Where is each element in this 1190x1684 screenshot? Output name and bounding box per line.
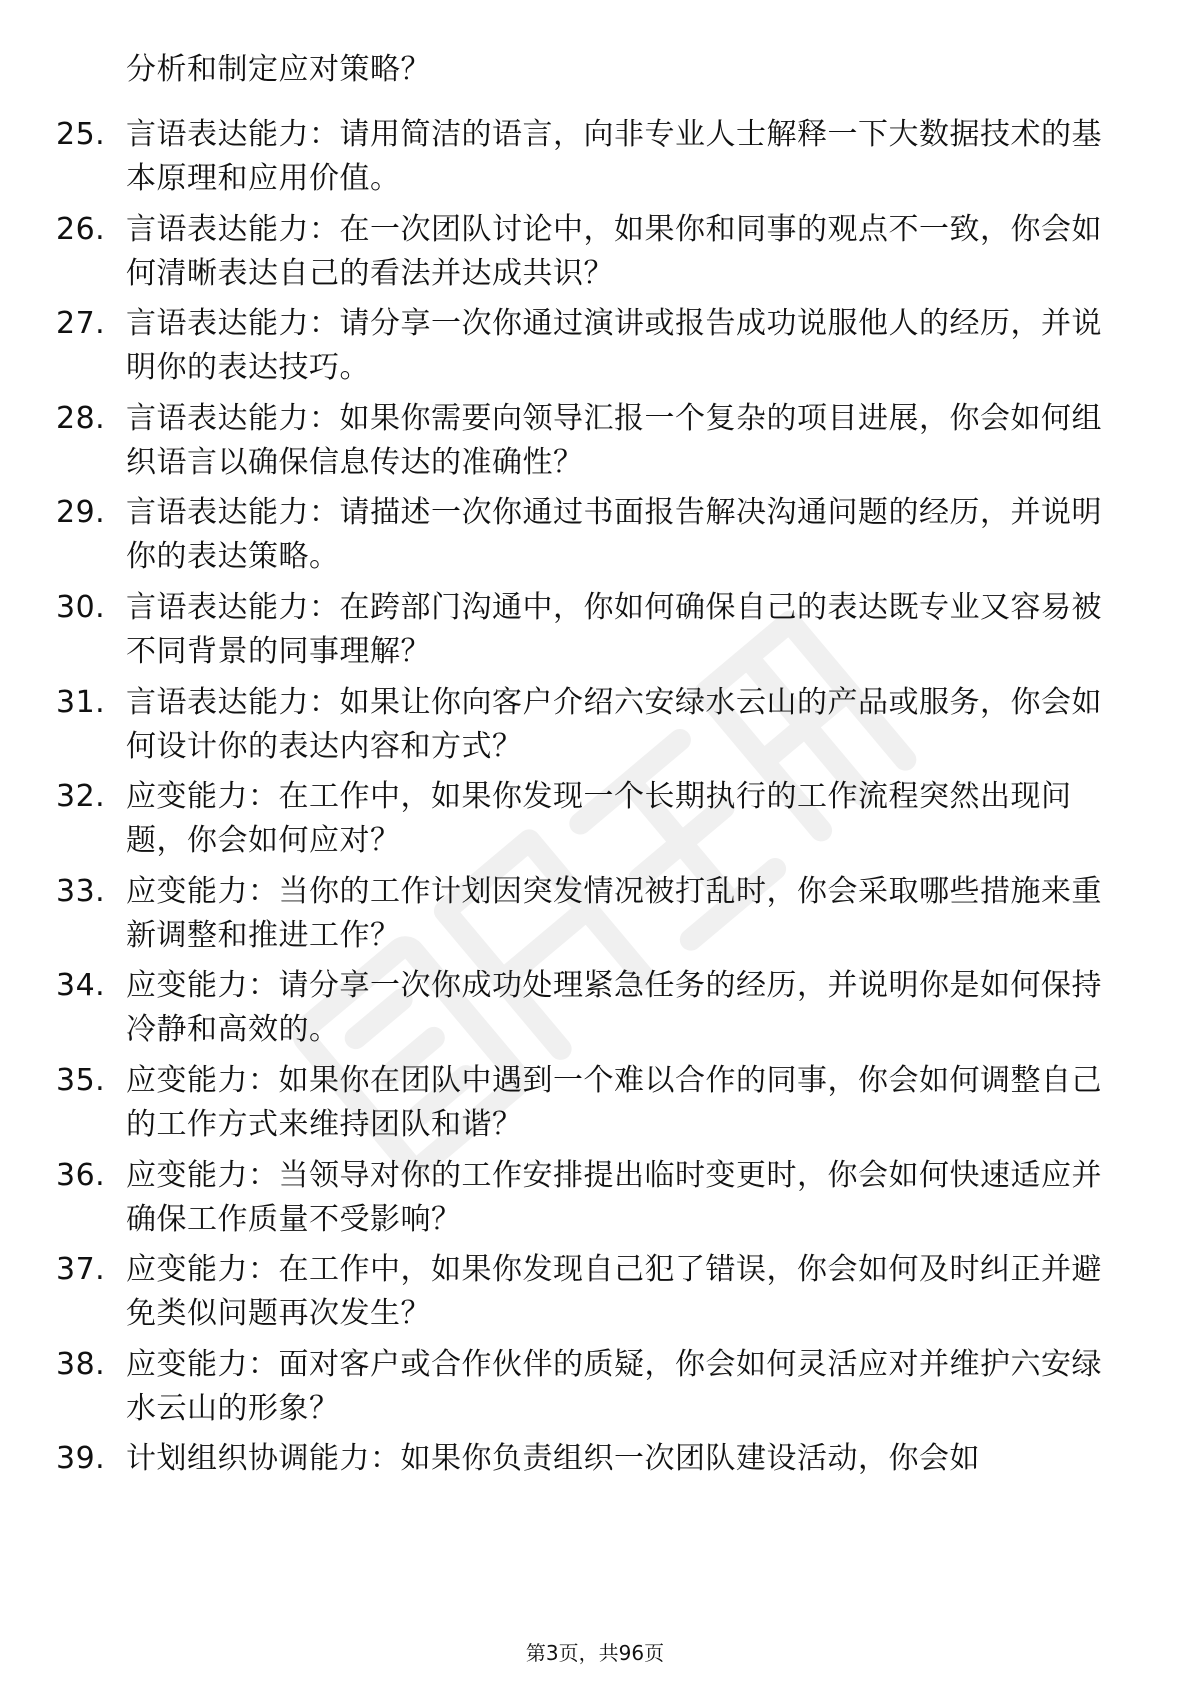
question-item [0, 298, 1190, 393]
question-list [0, 109, 1190, 1528]
question-number: 36. [56, 1157, 106, 1193]
question-text: 言语表达能力：如果你需要向领导汇报一个复杂的项目进展，你会如何组织语言以确保信息传达的准确性？ [126, 400, 1102, 480]
question-text: 言语表达能力：请用简洁的语言，向非专业人士解释一下大数据技术的基本原理和应用价值。 [126, 117, 1102, 196]
question-text: 应变能力：在工作中，如果你发现自己犯了错误，你会如何及时纠正并避免类似问题再次发生？ [126, 1252, 1102, 1332]
question-number: 26. [56, 211, 106, 247]
question-number: 27. [56, 306, 106, 342]
page-footer: 第3页，共96页 [525, 1641, 665, 1665]
question-text: 言语表达能力：请描述一次你通过书面报告解决沟通问题的经历，并说明你的表达策略。 [126, 495, 1102, 575]
question-number: 35. [56, 1062, 106, 1098]
continuation-text: 分析和制定应对策略？ [126, 52, 431, 87]
question-item [0, 582, 1190, 677]
question-number: 32. [56, 779, 106, 815]
question-text: 言语表达能力：在一次团队讨论中，如果你和同事的观点不一致，你会如何清晰表达自己的看法并达成共识？ [126, 211, 1102, 291]
question-item [0, 677, 1190, 772]
question-number: 31. [56, 684, 106, 720]
question-number: 37. [56, 1252, 106, 1288]
question-number: 30. [56, 589, 106, 625]
question-number: 25. [56, 117, 106, 152]
question-item [0, 1150, 1190, 1245]
question-item [0, 109, 1190, 204]
question-item [0, 1339, 1190, 1434]
question-number: 39. [56, 1441, 106, 1477]
question-number: 34. [56, 968, 106, 1004]
question-text: 言语表达能力：在跨部门沟通中，你如何确保自己的表达既专业又容易被不同背景的同事理解？ [126, 589, 1102, 669]
question-text: 言语表达能力：请分享一次你通过演讲或报告成功说服他人的经历，并说明你的表达技巧。 [126, 306, 1102, 386]
question-number: 28. [56, 400, 106, 436]
question-text: 言语表达能力：如果让你向客户介绍六安绿水云山的产品或服务，你会如何设计你的表达内容和方式？ [126, 684, 1102, 764]
question-text: 应变能力：如果你在团队中遇到一个难以合作的同事，你会如何调整自己的工作方式来维持团队和谐？ [126, 1062, 1102, 1142]
question-item [0, 1244, 1190, 1339]
question-item [0, 1433, 1190, 1528]
question-text: 应变能力：面对客户或合作伙伴的质疑，你会如何灵活应对并维护六安绿水云山的形象？ [126, 1346, 1102, 1426]
question-item [0, 960, 1190, 1055]
question-item [0, 866, 1190, 961]
question-item [0, 204, 1190, 299]
question-text: 计划组织协调能力：如果你负责组织一次团队建设活动，你会如 [126, 1441, 980, 1477]
question-text: 应变能力：当你的工作计划因突发情况被打乱时，你会采取哪些措施来重新调整和推进工作？ [126, 873, 1102, 953]
question-item [0, 393, 1190, 488]
question-number: 38. [56, 1346, 106, 1382]
question-text: 应变能力：在工作中，如果你发现一个长期执行的工作流程突然出现问题，你会如何应对？ [126, 779, 1072, 859]
question-number: 29. [56, 495, 106, 531]
question-text: 应变能力：请分享一次你成功处理紧急任务的经历，并说明你是如何保持冷静和高效的。 [126, 968, 1102, 1048]
question-text: 应变能力：当领导对你的工作安排提出临时变更时，你会如何快速适应并确保工作质量不受影响？ [126, 1157, 1102, 1237]
question-item [0, 487, 1190, 582]
question-number: 33. [56, 873, 106, 909]
question-item [0, 771, 1190, 866]
question-item [0, 1055, 1190, 1150]
